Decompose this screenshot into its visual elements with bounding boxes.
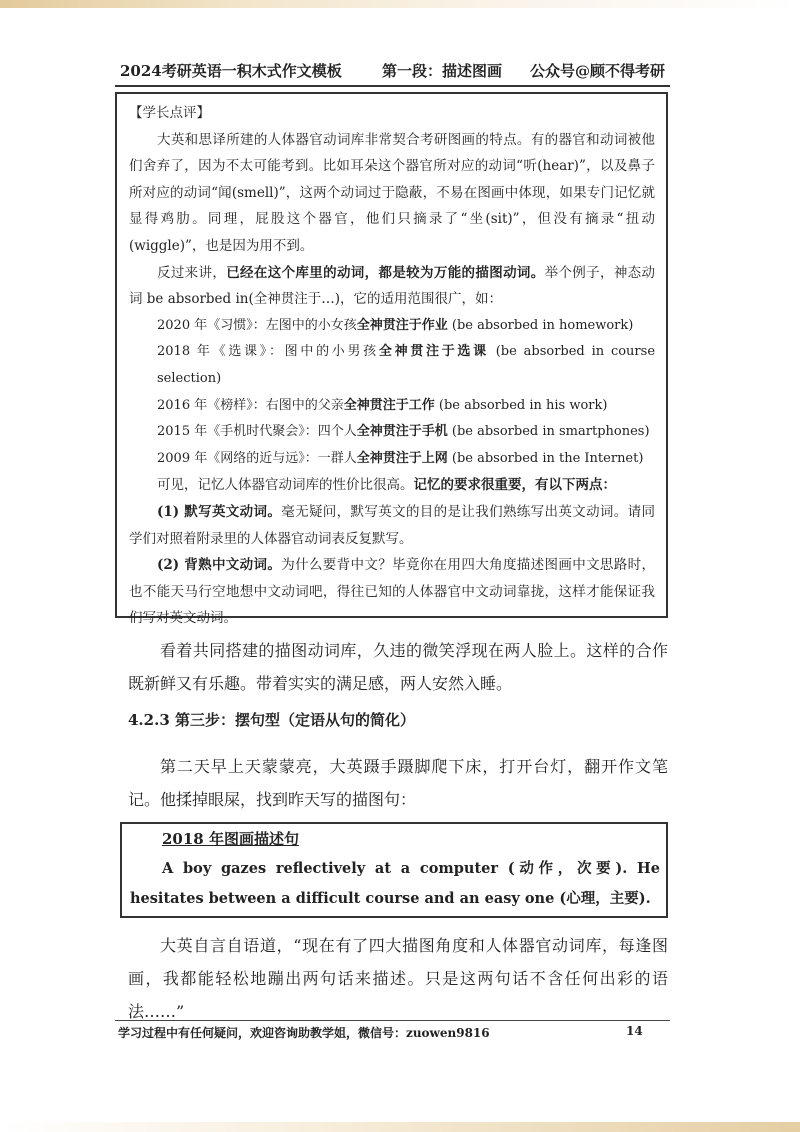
example-prefix: 2018 年《选课》：图中的小男孩 <box>157 344 379 360</box>
example-line <box>129 393 655 420</box>
footer-divider <box>115 1020 670 1021</box>
sentence-box-text: A boy gazes reflectively at a computer (动作，次要). He hesitates between a difficult course and an easy one (心理，主要). <box>130 860 660 907</box>
review-title: 【学长点评】 <box>129 105 210 121</box>
example-english: (be absorbed in smartphones) <box>447 424 650 440</box>
bold-text: (2) 背熟中文动词。 <box>157 557 282 574</box>
sentence-box-title: 2018 年图画描述句 <box>162 830 299 848</box>
review-paragraph: 大英和思译所建的人体器官动词库非常契合考研图画的特点。有的器官和动词被他们舍弃了，因为不太可能考到。比如耳朵这个器官所对应的动词“听(hear)”，以及鼻子所对应的动词“闻(smell)”，这两个动词过于隐蔽，不易在图画中体现，如果专门记忆就显得鸡肋。同理，屁股这个器官，他们只摘录了“坐(sit)”，但没有摘录“扭动(wiggle)”，也是因为用不到。 <box>129 131 655 254</box>
example-bold: 全神贯注于工作 <box>343 397 435 413</box>
text-span: 反过来讲， <box>157 264 227 281</box>
scan-top-edge <box>0 0 800 8</box>
bold-text: (1) 默写英文动词。 <box>157 503 282 520</box>
example-bold: 全神贯注于选课 <box>378 344 489 360</box>
page-header <box>120 60 665 82</box>
example-line <box>129 313 655 340</box>
example-prefix: 2020 年《习惯》：左图中的小女孩 <box>157 317 357 333</box>
review-paragraph <box>129 260 655 313</box>
example-prefix: 2016 年《榜样》：右图中的父亲 <box>157 397 344 413</box>
header-book-title: 2024考研英语一积木式作文模板 <box>120 62 342 80</box>
scan-bottom-edge <box>0 1122 800 1132</box>
text-span: 毫无疑问，默写英文的目的是让我们熟练写出英文动词。请同学们对照着附录里的人体器官动词表反复默写。 <box>129 503 656 547</box>
sentence-box <box>120 822 668 918</box>
review-paragraph <box>129 552 655 632</box>
example-bold: 全神贯注于手机 <box>356 424 448 440</box>
header-section: 第一段：描述图画 <box>382 62 503 80</box>
text-span: 可见，记忆人体器官动词库的性价比很高。 <box>157 477 414 494</box>
example-bold: 全神贯注于上网 <box>356 450 448 466</box>
example-bold: 全神贯注于作业 <box>356 317 448 333</box>
example-prefix: 2009 年《网络的近与远》：一群人 <box>157 450 357 466</box>
review-paragraph <box>129 472 655 499</box>
review-box <box>115 92 668 627</box>
header-divider <box>115 85 670 87</box>
bold-text: 已经在这个库里的动词，都是较为万能的描图动词。 <box>226 264 545 281</box>
example-english: (be absorbed in course selection) <box>157 344 656 386</box>
text-span: 为什么要背中文？毕竟你在用四大角度描述图画中文思路时，也不能天马行空地想中文动词吧，得往已知的人体器官中文动词靠拢，这样才能保证我们写对英文动词。 <box>129 557 656 627</box>
example-english: (be absorbed in homework) <box>447 317 634 333</box>
example-english: (be absorbed in the Internet) <box>447 450 644 466</box>
example-line <box>129 419 655 446</box>
page-number: 14 <box>626 1024 643 1038</box>
bold-text: 记忆的要求很重要，有以下两点： <box>413 477 616 494</box>
text-span: 举个例子，神态动词 be absorbed in(全神贯注于…)，它的适用范围很广，如： <box>129 264 656 308</box>
example-prefix: 2015 年《手机时代聚会》：四个人 <box>157 424 357 440</box>
section-heading: 4.2.3 第三步：摆句型（定语从句的简化） <box>128 711 415 729</box>
example-english: (be absorbed in his work) <box>434 397 608 413</box>
body-paragraph: 大英自言自语道，“现在有了四大描图角度和人体器官动词库，每逢图画，我都能轻松地蹦出两句话来描述。只是这两句话不含任何出彩的语法……” <box>128 936 668 1021</box>
body-paragraph: 第二天早上天蒙蒙亮，大英蹑手蹑脚爬下床，打开台灯，翻开作文笔记。他揉掉眼屎，找到昨天写的描图句： <box>128 757 668 809</box>
header-account: 公众号@顾不得考研 <box>529 62 665 80</box>
review-content <box>129 100 655 632</box>
example-line <box>129 446 655 473</box>
example-line <box>129 339 655 392</box>
body-paragraph: 看着共同搭建的描图动词库，久违的微笑浮现在两人脸上。这样的合作既新鲜又有乐趣。带着实实的满足感，两人安然入睡。 <box>128 641 668 693</box>
review-paragraph <box>129 499 655 552</box>
footer-note: 学习过程中有任何疑问，欢迎咨询助教学姐，微信号：zuowen9816 <box>118 1026 490 1040</box>
